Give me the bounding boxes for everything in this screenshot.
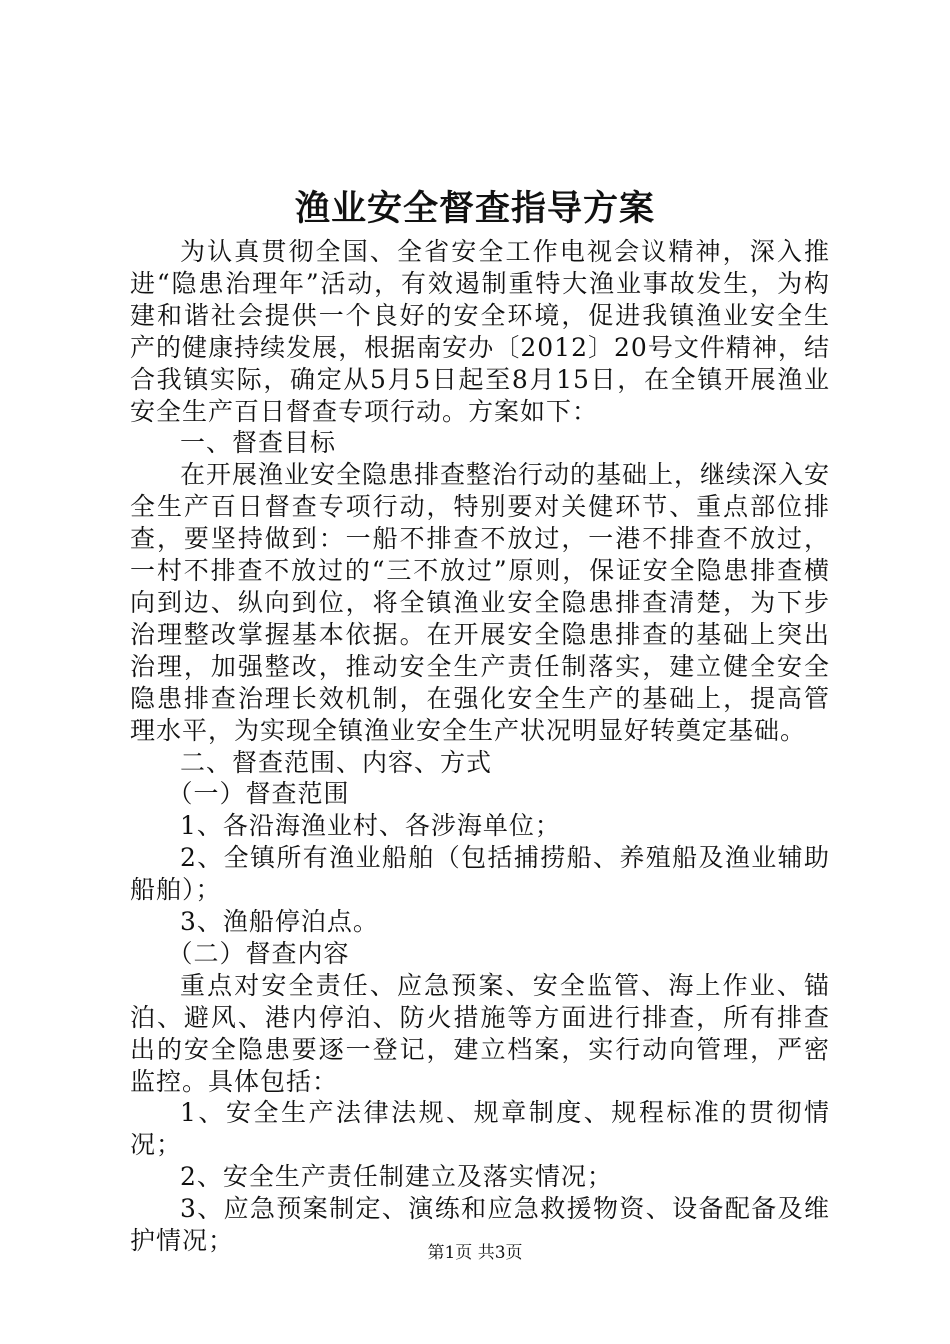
document-body: [130, 236, 830, 1257]
list-item: 2、安全生产责任制建立及落实情况；: [180, 1162, 613, 1192]
section-heading: 一、督查目标: [180, 428, 337, 458]
body-paragraph: 重点对安全责任、应急预案、安全监管、海上作业、锚泊、避风、港内停泊、防火措施等方面进行排查，所有排查出的安全隐患要逐一登记，建立档案，实行动向管理，严密监控。具体包括：: [130, 970, 830, 1096]
list-item: 3、渔船停泊点。: [180, 907, 379, 937]
list-item: 1、安全生产法律法规、规章制度、规程标准的贯彻情况；: [130, 1098, 830, 1160]
subsection-heading: （一）督查范围: [167, 779, 350, 809]
list-item: 3、应急预案制定、演练和应急救援物资、设备配备及维护情况；: [130, 1194, 830, 1256]
page-footer: 第1页 共3页: [427, 1243, 523, 1263]
subsection-heading: （二）督查内容: [167, 938, 350, 968]
list-item: 2、全镇所有渔业船舶（包括捕捞船、养殖船及渔业辅助船舶）；: [130, 843, 830, 905]
body-paragraph: 在开展渔业安全隐患排查整治行动的基础上，继续深入安全生产百日督查专项行动，特别要对关健环节、重点部位排查，要坚持做到：一船不排查不放过，一港不排查不放过，一村不排查不放过的“三不放过”原则，保证安全隐患排查横向到边、纵向到位，将全镇渔业安全隐患排查清楚，为下步治理整改掌握基本依据。在开展安全隐患排查的基础上突出治理，加强整改，推动安全生产责任制落实，建立健全安全隐患排查治理长效机制，在强化安全生产的基础上，提高管理水平，为实现全镇渔业安全生产状况明显好转奠定基础。: [130, 460, 831, 745]
intro-paragraph: 为认真贯彻全国、全省安全工作电视会议精神，深入推进“隐患治理年”活动，有效遏制重特大渔业事故发生，为构建和谐社会提供一个良好的安全环境，促进我镇渔业安全生产的健康持续发展，根据南安办〔2012〕20号文件精神，结合我镇实际，确定从5月5日起至8月15日，在全镇开展渔业安全生产百日督查专项行动。方案如下：: [130, 237, 830, 426]
document-title: 渔业安全督查指导方案: [294, 188, 655, 229]
section-heading: 二、督查范围、内容、方式: [180, 747, 493, 777]
list-item: 1、各沿海渔业村、各涉海单位；: [180, 811, 561, 841]
